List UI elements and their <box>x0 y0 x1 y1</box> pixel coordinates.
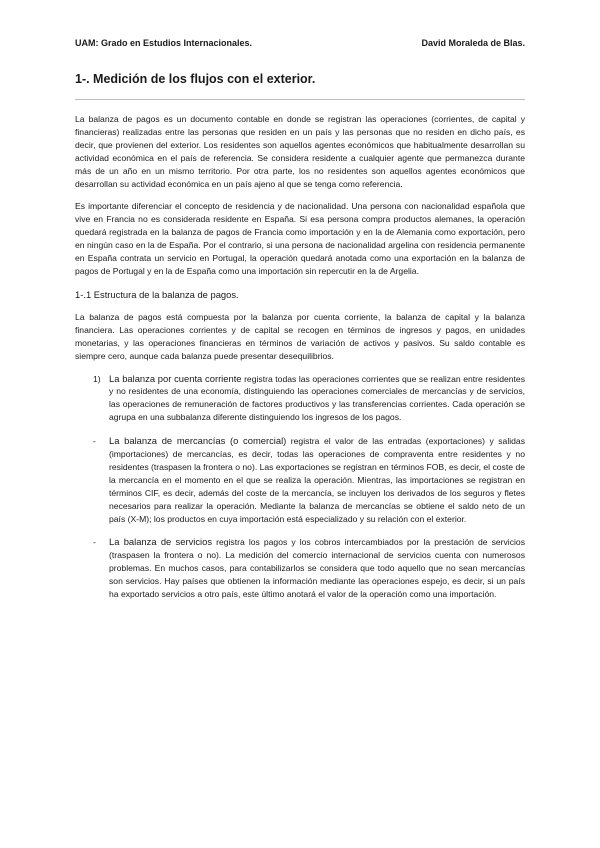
paragraph-estructura: La balanza de pagos está compuesta por la balanza por cuenta corriente, la balanza de capital y la balanza financiera. Las operaciones corrientes y de capital se recogen en términos de ingresos y pagos, en unidades monetarias, y las operaciones financieras en términos de variación de activos y pasivos. Su saldo contable es siempre cero, aunque cada balanza puede presentar desequilibrios. <box>75 311 525 361</box>
list-marker: - <box>93 537 96 548</box>
list-item-lead: La balanza por cuenta corriente <box>109 372 242 384</box>
list-item-servicios <box>75 536 525 601</box>
list-item-text: registra los pagos y los cobros intercambiados por la prestación de servicios (traspasen la frontera o no). La medición del comercio internacional de servicios cuenta con numerosos problemas. En muchos casos, para contabilizarlos se considera que todo aquello que no sean mercancías son servicios. Hay países que obtienen la información mediante las operaciones espejo, es decir, si un país ha exportado servicios a otro país, este último anotará el valor de la operación como una importación. <box>109 537 525 600</box>
paragraph-residencia-nacionalidad: Es importante diferenciar el concepto de residencia y de nacionalidad. Una persona con nacionalidad española que vive en Francia no es considerada residente en España. Si esa persona compra productos alemanes, la operación quedará registrada en la balanza de pagos de Francia como importación y en la de Alemania como exportación, pero en ningún caso en la de España. Por el contrario, si una persona de nacionalidad argelina con residencia permanente en España contrata un servicio en Portugal, la operación quedará anotada como una exportación en la balanza de pagos de Portugal y en la de España como una importación sin repercutir en la de Argelia. <box>75 201 525 276</box>
list-item-mercancias <box>75 435 525 525</box>
header-course: UAM: Grado en Estudios Internacionales. <box>75 38 253 48</box>
list-item-cuenta-corriente <box>75 373 525 425</box>
list-item-lead: La balanza de mercancías (o comercial) <box>109 435 287 447</box>
page-header <box>75 38 525 52</box>
list-item-text: registra el valor de las entradas (exportaciones) y salidas (importaciones) de mercancías, es decir, todas las operaciones de compraventa entre residentes y no residentes (traspasen la frontera o no). Las exportaciones se registran en términos FOB, es decir, el coste de la mercancía en el momento en el que se realiza la operación. Mientras, las importaciones se registran en términos CIF, es decir, además del coste de la mercancía, se incluyen los derivados de los seguros y fletes necesarios para realizar la operación. Mediante la balanza de mercancías se obtiene el saldo neto de un país (X-M); los productos en cuya importación está especializado y su relación con el exterior. <box>109 436 525 524</box>
list-marker: 1) <box>93 373 101 384</box>
title-divider <box>75 99 525 100</box>
document-body <box>75 113 525 612</box>
subsection-title: 1-.1 Estructura de la balanza de pagos. <box>75 288 239 300</box>
list-item-text: registra todas las operaciones corrientes que se realizan entre residentes y no residentes de una economía, distinguiendo las operaciones comerciales de mercancías y de servicios, las operaciones de remuneración de factores productivos y las transferencias corrientes. Cada operación se agrupa en una subbalanza diferente distinguiendo los ingresos de los pagos. <box>109 373 525 423</box>
header-author: David Moraleda de Blas. <box>421 38 525 48</box>
list-marker: - <box>93 436 96 447</box>
paragraph-balanza-definition: La balanza de pagos es un documento contable en donde se registran las operaciones (corrientes, de capital y financieras) realizadas entre las personas que residen en un país y las personas que no residen en dicho país, es decir, que provienen del exterior. Los residentes son aquellos agentes económicos que habitualmente desarrollan su actividad económica en el país de referencia. Se considera residente a cualquier agente que permanezca durante más de un año en un mismo territorio. Por otra parte, los no residentes son aquellos agentes económicos que desarrollan su actividad económica en un país ajeno al que se tenga como referencia. <box>75 114 525 189</box>
list-item-lead: La balanza de servicios <box>109 536 213 548</box>
section-title: 1-. Medición de los flujos con el exterior. <box>75 72 316 86</box>
